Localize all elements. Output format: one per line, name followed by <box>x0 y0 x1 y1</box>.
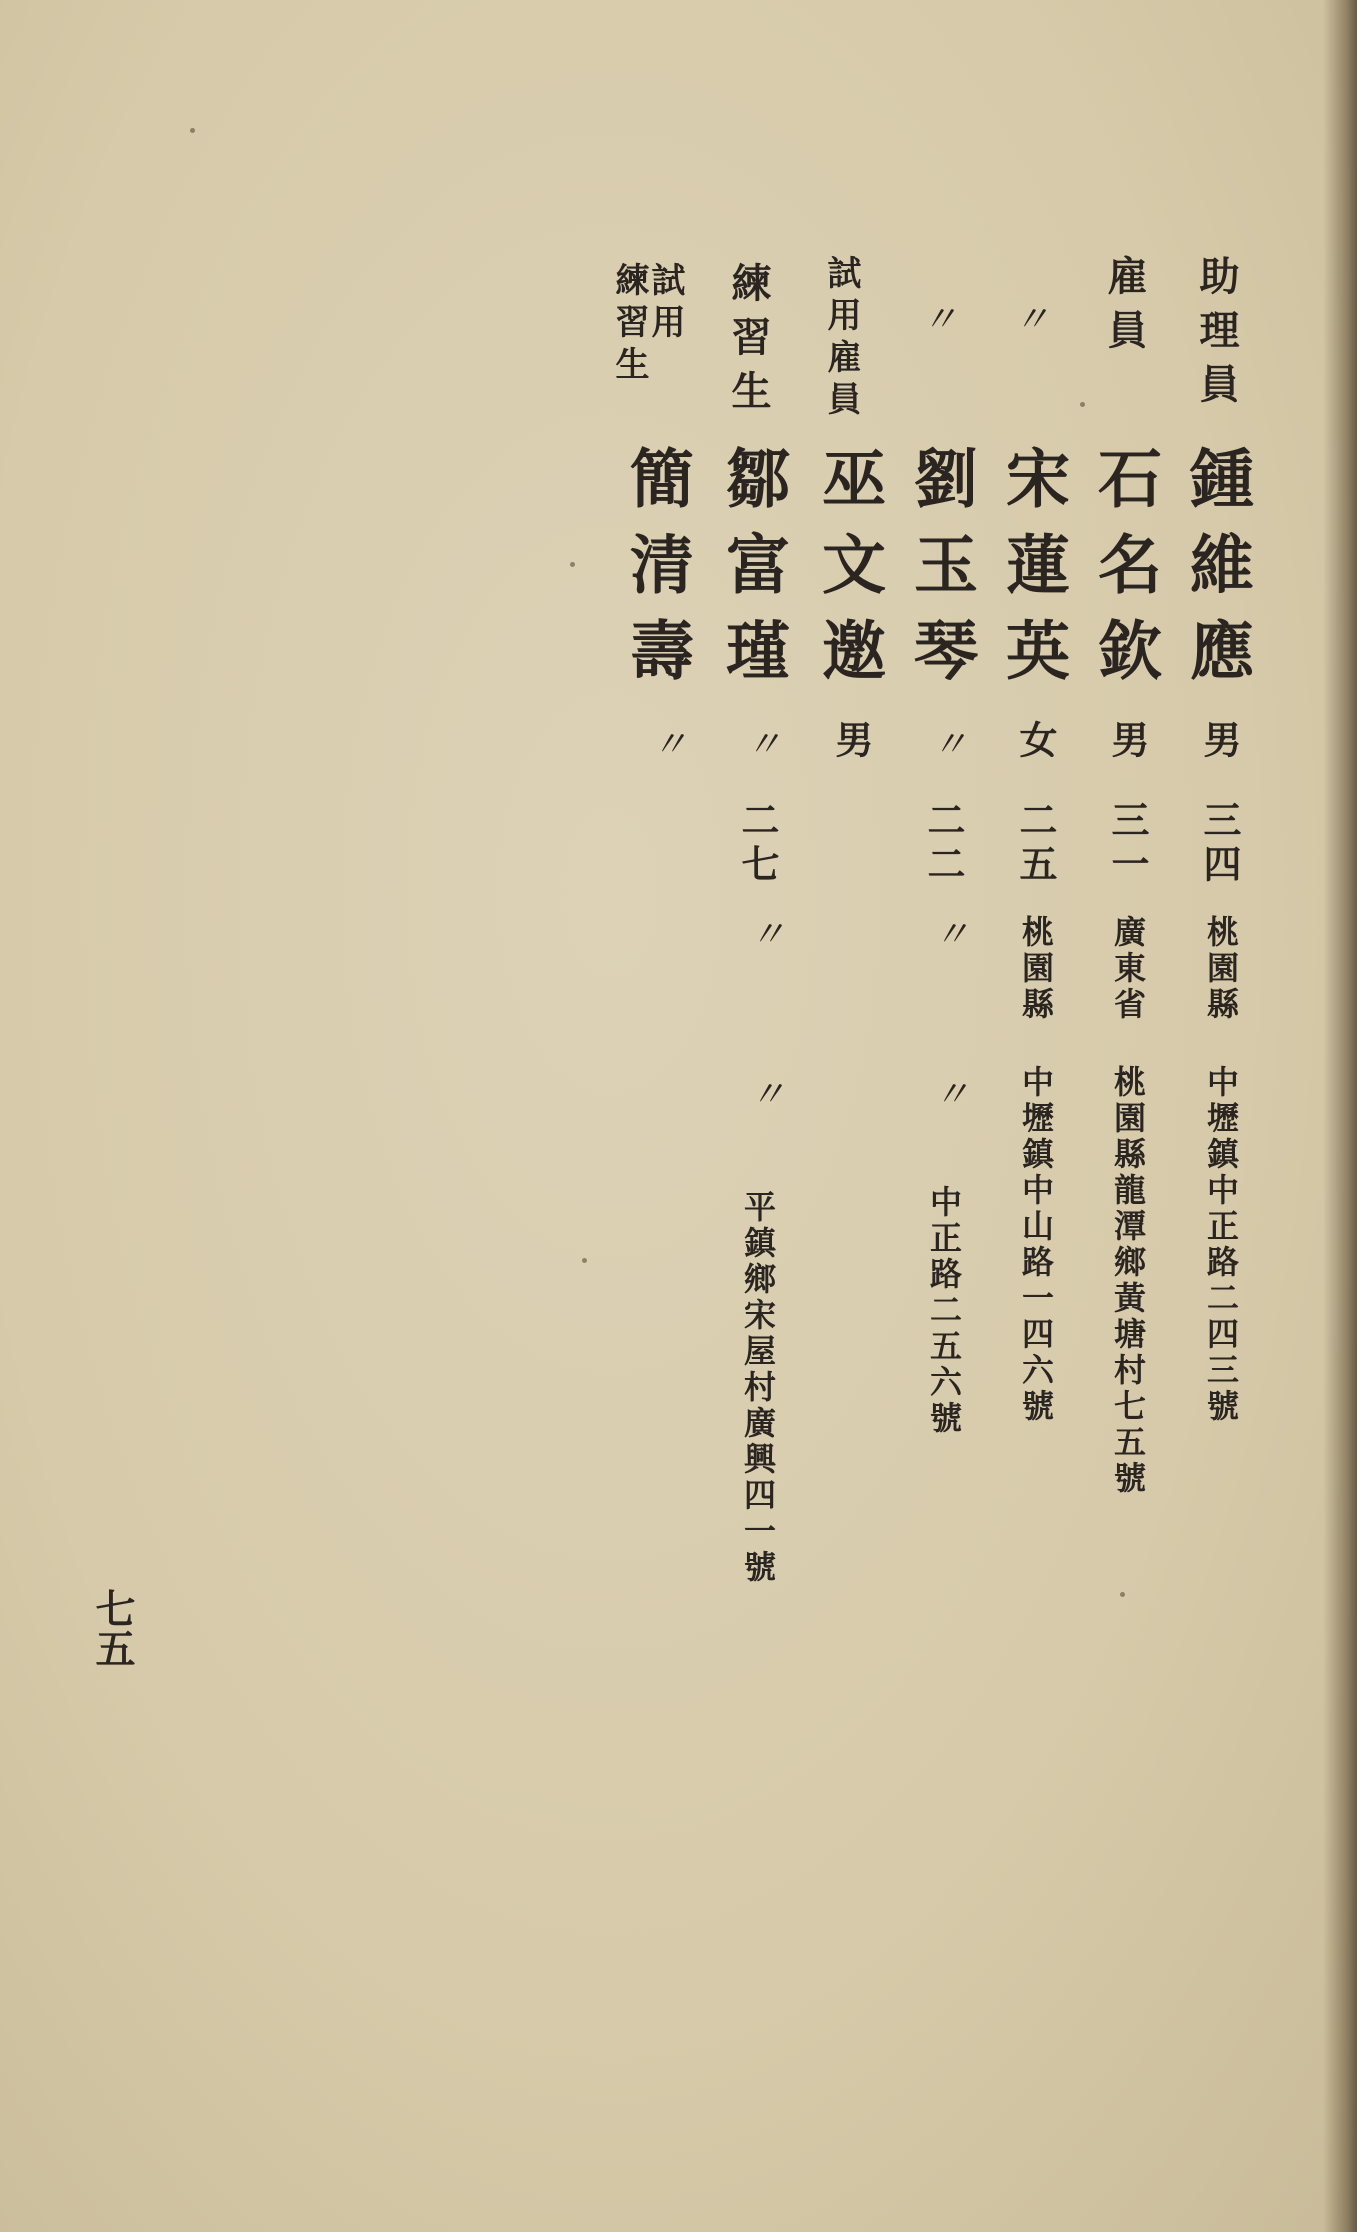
name-cell: 石名欽 <box>1087 445 1162 703</box>
name-cell: 劉玉琴 <box>903 445 978 703</box>
age-cell: 二七 <box>735 800 780 888</box>
age-cell: 二五 <box>1013 800 1058 888</box>
address-extra-cell: 平鎮鄉宋屋村廣興四一號 <box>739 1190 777 1586</box>
paper-speck <box>1080 402 1085 407</box>
age-cell: 三一 <box>1105 800 1150 888</box>
title-cell: 試用雇員 <box>821 255 861 423</box>
age-cell: 二二 <box>921 800 966 888</box>
title-cell: 練習生 <box>725 262 772 424</box>
origin-cell: 〃 <box>928 915 969 951</box>
name-cell: 簡清壽 <box>619 445 694 703</box>
paper-speck <box>570 562 575 567</box>
sex-cell: 男 <box>1105 720 1150 764</box>
origin-cell: 廣東省 <box>1109 915 1147 1023</box>
address-cell: 〃 <box>744 1075 785 1111</box>
address-cell: 中壢鎮中正路二四三號 <box>1202 1065 1240 1425</box>
origin-cell: 桃園縣 <box>1017 915 1055 1023</box>
paper-speck <box>582 1258 587 1263</box>
sex-cell: 〃 <box>740 725 781 761</box>
paper-speck <box>190 128 195 133</box>
page-number: 七五 <box>89 1588 136 1668</box>
title-cell: 練習生 <box>609 262 649 388</box>
sex-cell: 男 <box>829 720 874 764</box>
address-cell: 〃 <box>928 1075 969 1111</box>
title-prefix-cell: 試用 <box>645 262 685 346</box>
address-cell: 桃園縣龍潭鄉黃塘村七五號 <box>1109 1065 1147 1497</box>
paper-speck <box>1120 1592 1125 1597</box>
age-cell: 三四 <box>1197 800 1242 888</box>
sex-cell: 〃 <box>646 725 687 761</box>
sex-cell: 女 <box>1013 720 1058 764</box>
name-cell: 巫文邀 <box>811 445 886 703</box>
sex-cell: 〃 <box>926 725 967 761</box>
origin-cell: 桃園縣 <box>1202 915 1240 1023</box>
page-edge-shadow <box>1323 0 1357 2232</box>
origin-cell: 〃 <box>744 915 785 951</box>
address-cell: 中壢鎮中山路一四六號 <box>1017 1065 1055 1425</box>
name-cell: 鄒富瑾 <box>715 445 790 703</box>
title-cell: 助理員 <box>1193 255 1240 417</box>
title-cell: 雇員 <box>1101 255 1148 363</box>
title-cell: 〃 <box>1008 300 1049 336</box>
sex-cell: 男 <box>1197 720 1242 764</box>
name-cell: 宋蓮英 <box>995 445 1070 703</box>
title-cell: 〃 <box>916 300 957 336</box>
name-cell: 鍾維應 <box>1179 445 1254 703</box>
address-extra-cell: 中正路二五六號 <box>925 1185 963 1437</box>
